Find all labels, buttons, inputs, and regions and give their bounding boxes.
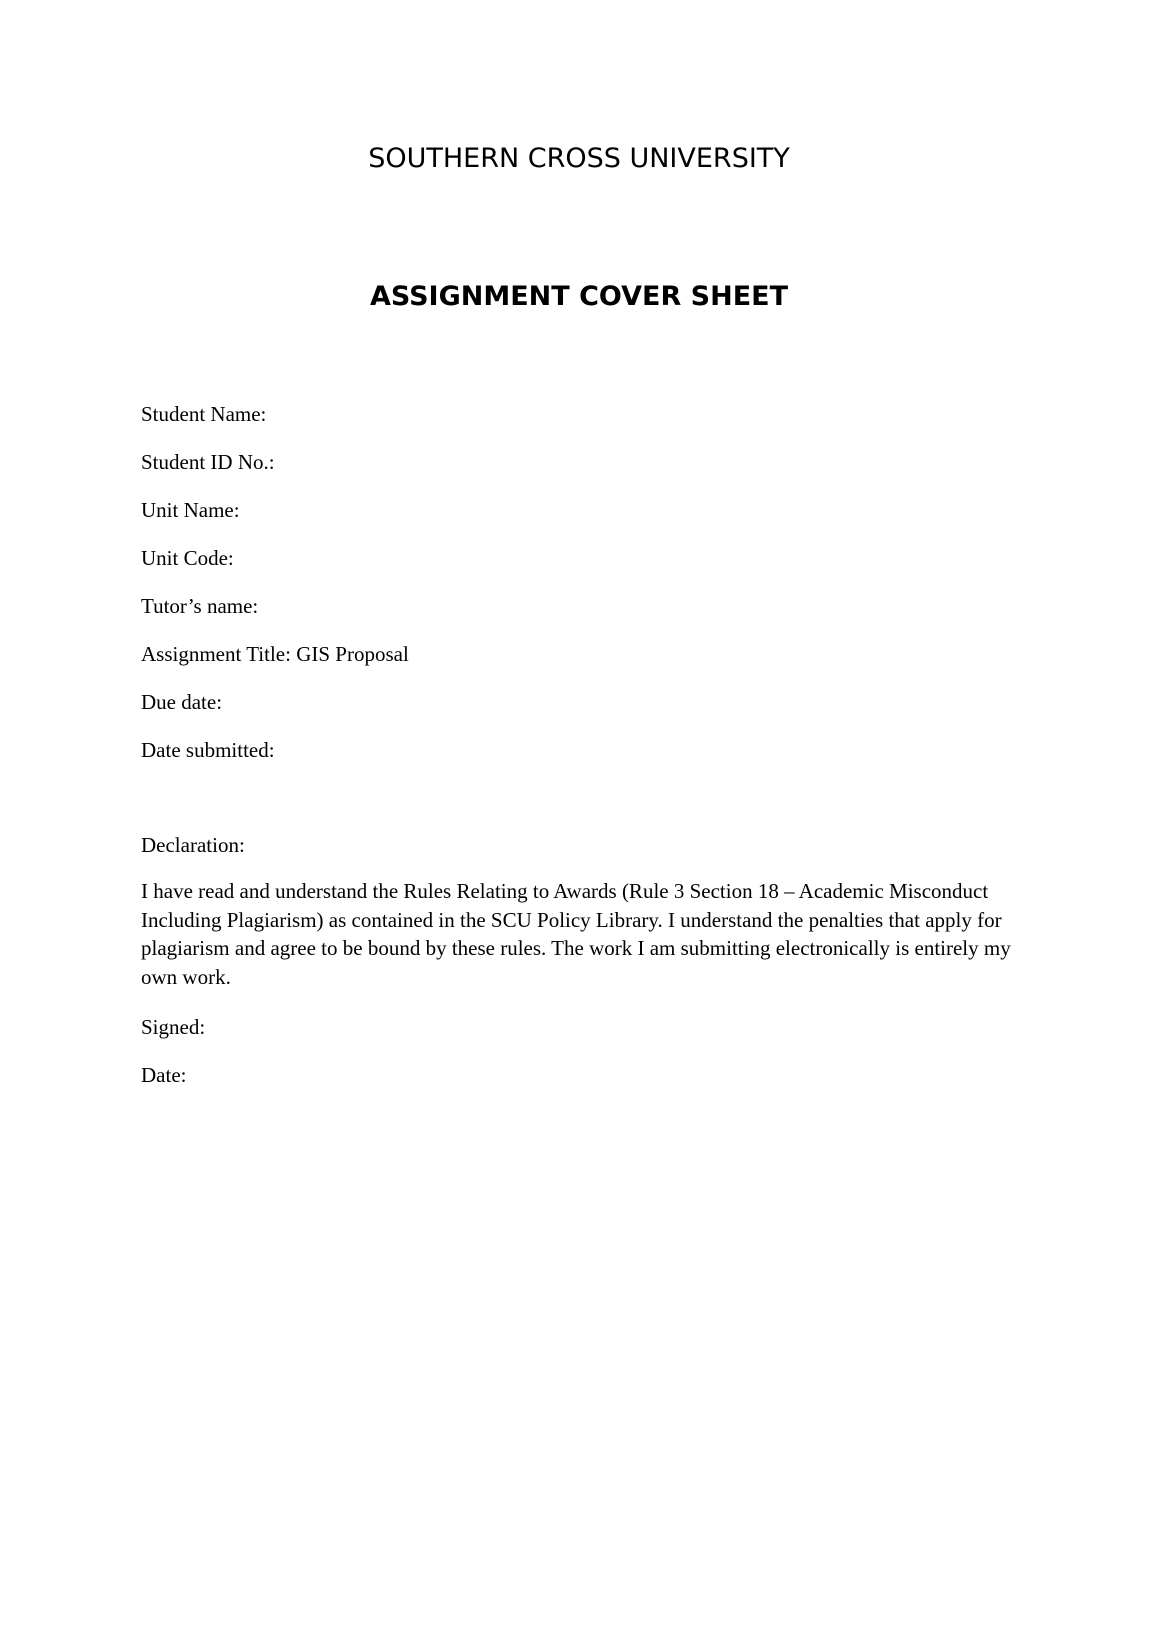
date-field: Date: [141, 1063, 187, 1087]
unit-code-field: Unit Code: [141, 546, 234, 570]
assignment-title-field: Assignment Title: GIS Proposal [141, 642, 409, 666]
unit-name-field: Unit Name: [141, 498, 240, 522]
university-name: SOUTHERN CROSS UNIVERSITY [368, 143, 790, 174]
declaration-heading: Declaration: [141, 833, 245, 857]
document-title: ASSIGNMENT COVER SHEET [369, 281, 789, 312]
date-submitted-field: Date submitted: [141, 738, 275, 762]
student-id-field: Student ID No.: [141, 450, 275, 474]
declaration-text: I have read and understand the Rules Relating to Awards (Rule 3 Section 18 – Academic Misconduct Including Plagiarism) as contained in the SCU Policy Library. I understand the penalties that apply for plagiarism and agree to be bound by these rules. The work I am submitting electronically is entirely my own work. [141, 879, 1011, 989]
signed-field: Signed: [141, 1015, 206, 1039]
tutor-name-field: Tutor’s name: [141, 594, 259, 618]
due-date-field: Due date: [141, 690, 223, 714]
student-name-field: Student Name: [141, 402, 267, 426]
